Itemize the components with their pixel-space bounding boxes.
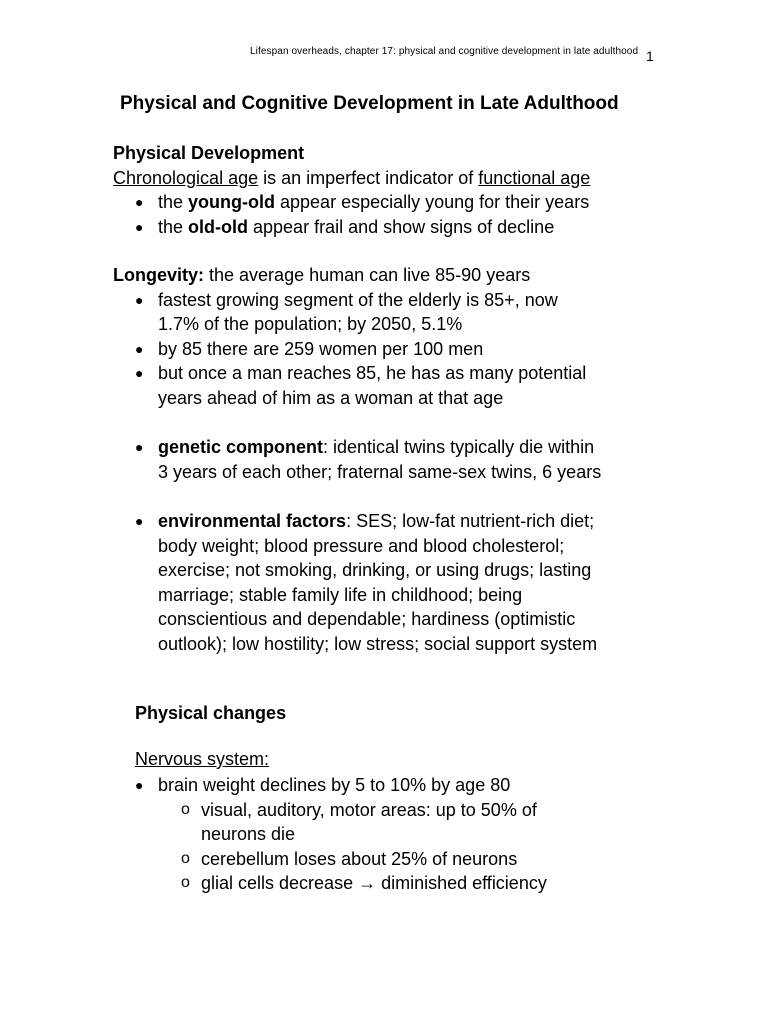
- bullet-icon: ●: [135, 291, 144, 308]
- running-head: Lifespan overheads, chapter 17: physical and cognitive development in late adulthood: [250, 46, 639, 57]
- bullet-list: [113, 190, 590, 239]
- bullet-icon: ●: [135, 513, 144, 529]
- hollow-bullet-icon: o: [181, 800, 190, 818]
- physical-changes-heading: Physical changes: [135, 703, 287, 723]
- list-item: ● by 85 there are 259 women per 100 men: [113, 337, 586, 362]
- physical-development-section: [113, 141, 590, 239]
- list-item: ● but once a man reaches 85, he has as many potential years ahead of him as a woman at that age: [135, 363, 587, 408]
- sub-list-item: o visual, auditory, motor areas: up to 50% of neurons die: [181, 799, 537, 844]
- sub-list-item: o glial cells decrease → diminished efficiency: [113, 871, 547, 896]
- genetic-section: [113, 435, 601, 484]
- intro-line: Chronological age is an imperfect indicator of functional age: [113, 167, 591, 188]
- list-item: ● environmental factors: SES; low-fat nutrient-rich diet; body weight; blood pressure and blood cholesterol; exercise; not smoking, drinking, or using drugs; lasting marriage; stable family life in childhood; being conscientious and dependable; hardiness (optimistic outlook); low hostility; low stress; social support system: [135, 511, 598, 654]
- sub-bullet-list: [113, 798, 547, 896]
- bullet-icon: ●: [135, 340, 144, 357]
- list-item: ● the young-old appear especially young for their years: [113, 190, 590, 215]
- term-chronological-age: Chronological age: [113, 167, 259, 188]
- environmental-section: [113, 509, 597, 656]
- list-item: ● genetic component: identical twins typically die within 3 years of each other; fraternal same-sex twins, 6 years: [135, 437, 602, 482]
- bullet-icon: ●: [135, 365, 144, 381]
- list-item: ● brain weight declines by 5 to 10% by age 80: [113, 773, 547, 798]
- bullet-icon: ●: [135, 439, 144, 455]
- list-item: ● fastest growing segment of the elderly is 85+, now 1.7% of the population; by 2050, 5.1%: [135, 289, 558, 334]
- hollow-bullet-icon: o: [181, 874, 190, 891]
- sub-list-item: o cerebellum loses about 25% of neurons: [113, 847, 547, 872]
- bullet-icon: ●: [135, 218, 144, 235]
- nervous-system-subheading: Nervous system:: [135, 749, 270, 769]
- bullet-icon: ●: [135, 777, 144, 793]
- section-heading: Physical Development: [113, 143, 305, 163]
- longevity-section: [113, 263, 586, 410]
- term-functional-age: functional age: [478, 167, 591, 188]
- page-number: 1: [646, 48, 654, 64]
- longevity-line: Longevity: the average human can live 85-90 years: [113, 265, 531, 285]
- bullet-icon: ●: [135, 194, 144, 210]
- list-item: ● the old-old appear frail and show signs of decline: [113, 215, 590, 240]
- bullet-list: [113, 288, 586, 411]
- page-title: Physical and Cognitive Development in Late Adulthood: [120, 93, 619, 114]
- nervous-system-list: [113, 773, 547, 896]
- hollow-bullet-icon: o: [181, 849, 190, 867]
